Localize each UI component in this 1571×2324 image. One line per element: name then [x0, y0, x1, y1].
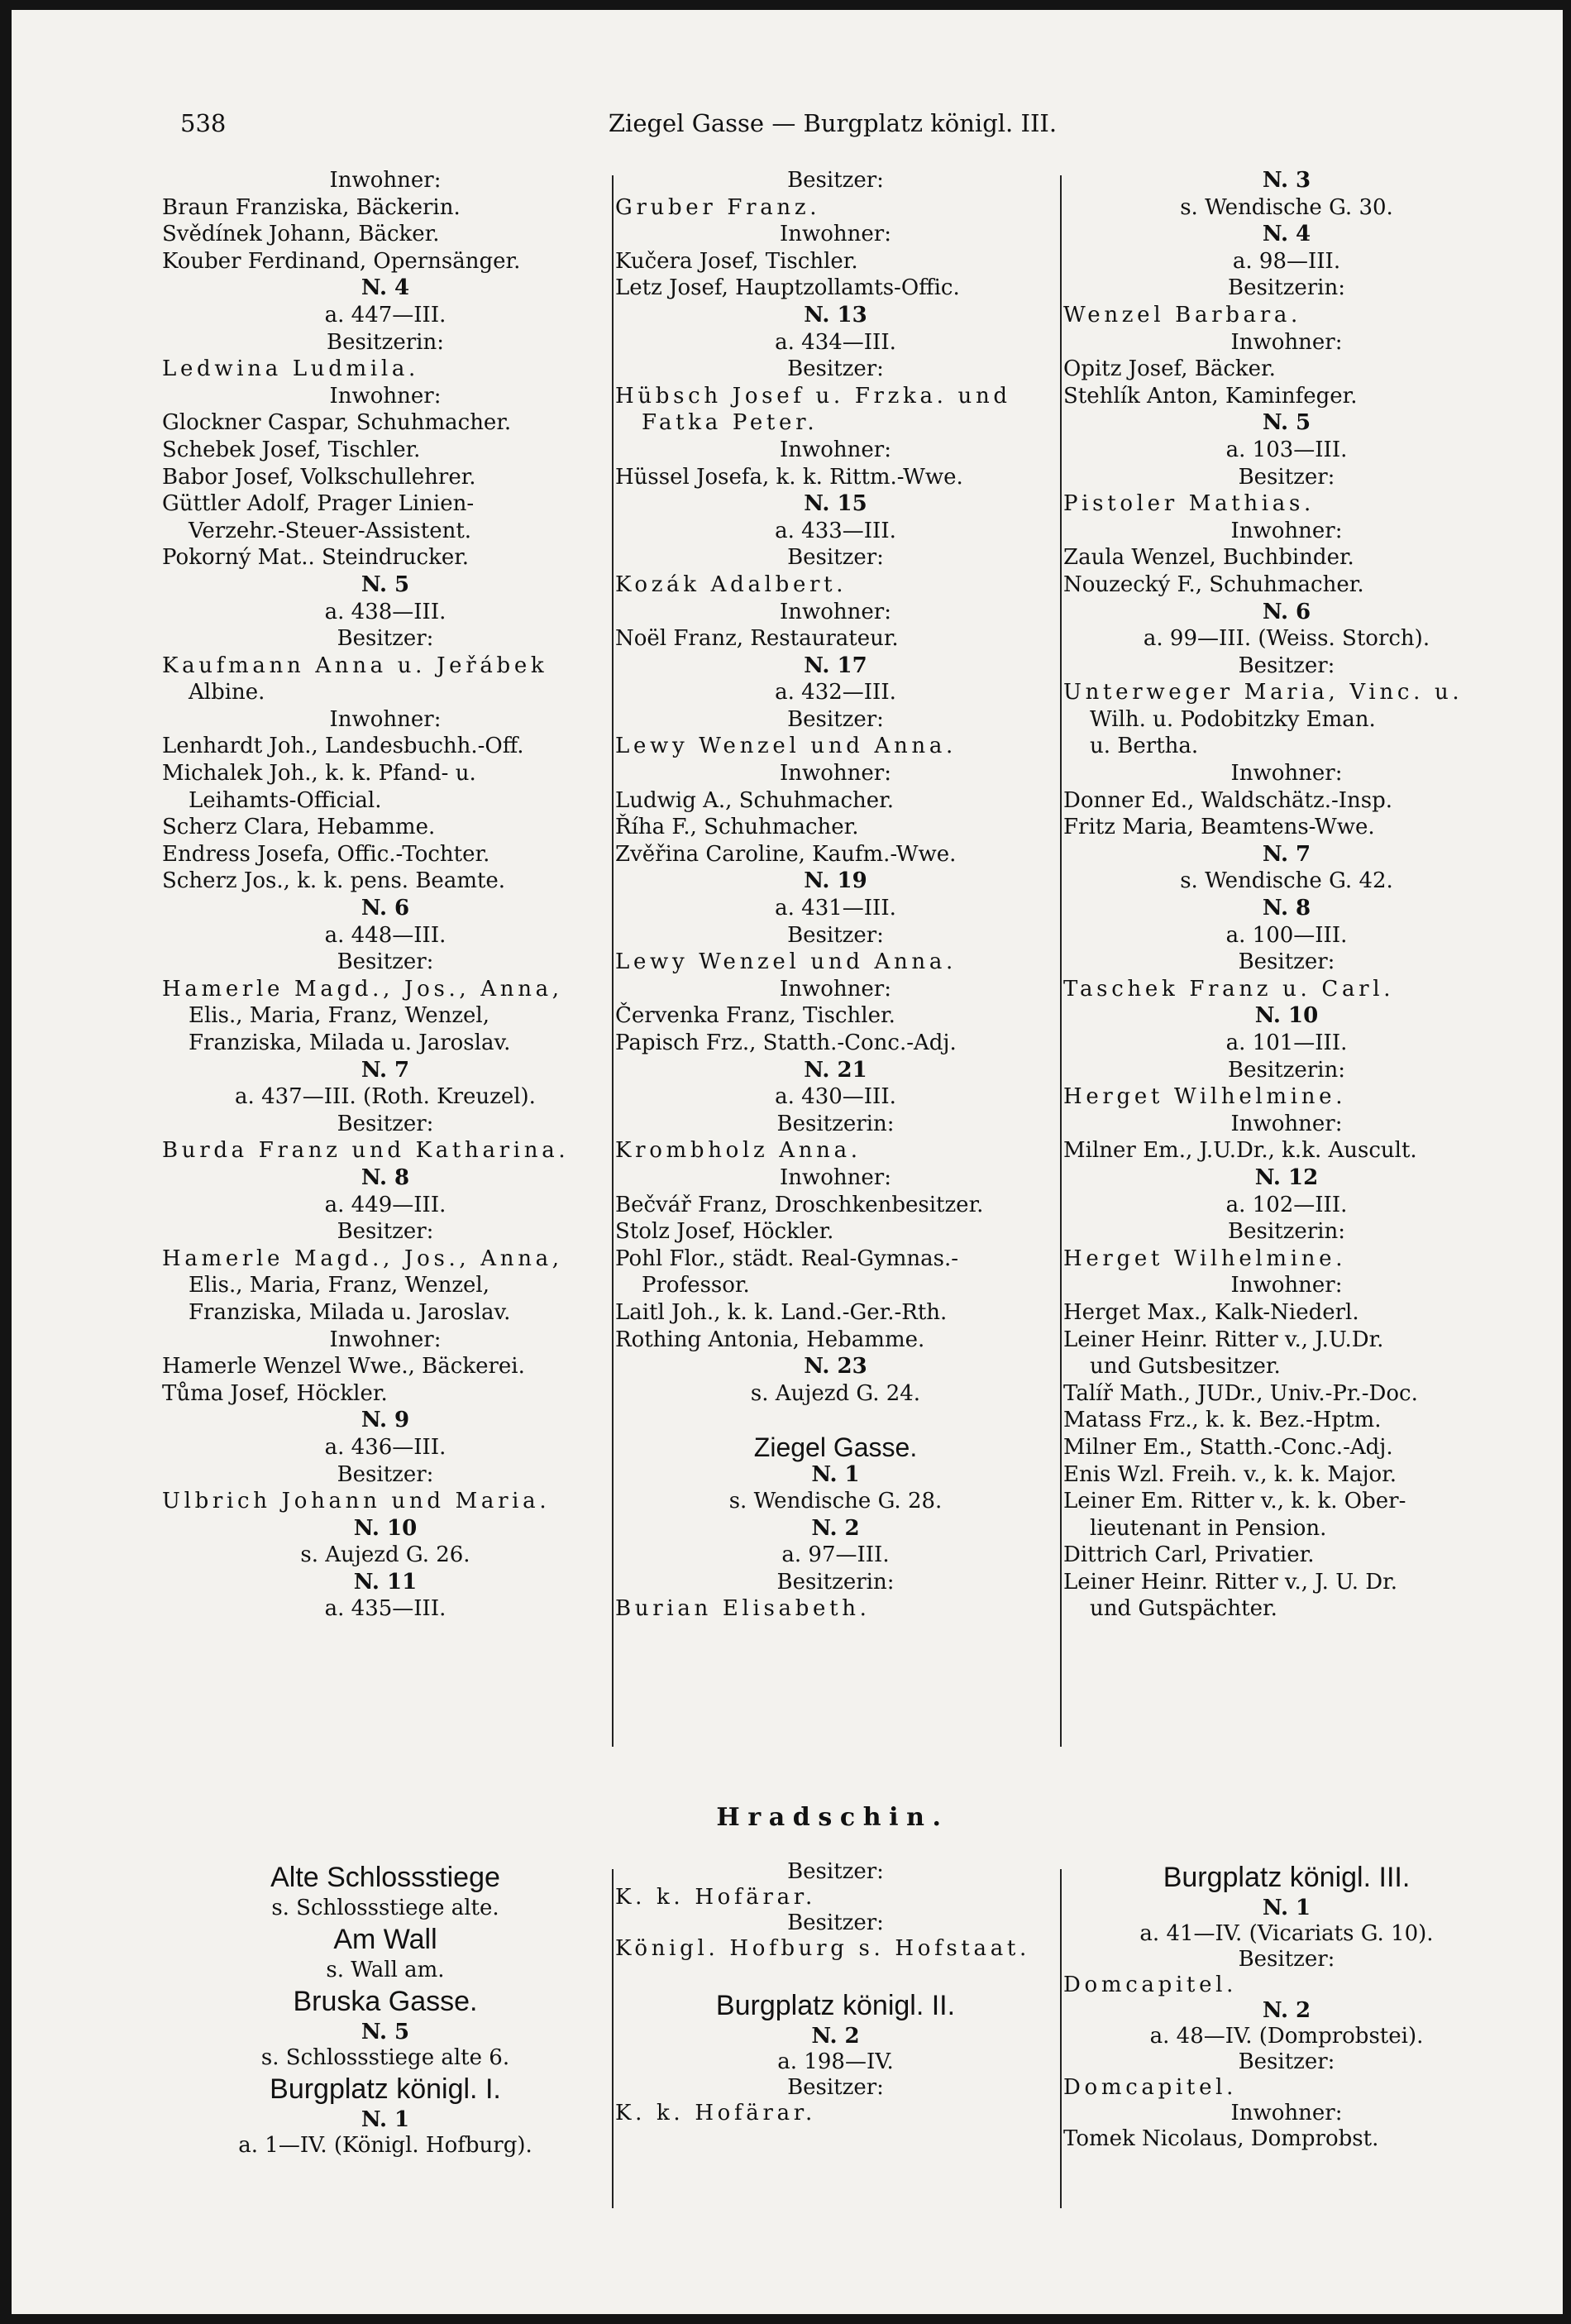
resident-entry: Pohl Flor., städt. Real-Gymnas.- [615, 1246, 959, 1271]
owner-name: Lewy Wenzel und Anna. [615, 949, 957, 975]
resident-entry: u. Bertha. [1090, 734, 1199, 759]
address-reference: a. 102—III. [1225, 1192, 1348, 1217]
resident-entry: lieutenant in Pension. [1090, 1515, 1327, 1541]
role-label: Besitzer: [1238, 653, 1335, 678]
house-number: N. 5 [361, 2020, 410, 2044]
house-number: N. 21 [804, 1057, 867, 1083]
address-reference: a. 437—III. (Roth. Kreuzel). [235, 1084, 536, 1110]
resident-entry: Říha F., Schuhmacher. [615, 815, 859, 840]
role-label: Besitzer: [787, 2075, 884, 2100]
house-number: N. 1 [1262, 1896, 1311, 1920]
address-reference: a. 449—III. [324, 1192, 446, 1217]
owner-name: Herget Wilhelmine. [1063, 1246, 1347, 1271]
owner-name: Hamerle Magd., Jos., Anna, [162, 976, 563, 1002]
owner-name: Krombholz Anna. [615, 1138, 862, 1164]
house-number: N. 1 [811, 1461, 860, 1487]
house-number: N. 6 [361, 896, 410, 921]
owner-name: Gruber Franz. [615, 194, 821, 220]
lower-column-2 [615, 1859, 1056, 2126]
owner-name: Hamerle Magd., Jos., Anna, [162, 1246, 563, 1271]
resident-entry: Ludwig A., Schuhmacher. [615, 787, 894, 813]
role-label: Besitzerin: [776, 1569, 895, 1595]
resident-entry: Güttler Adolf, Prager Linien- [162, 491, 475, 517]
address-reference: s. Aujezd G. 24. [750, 1380, 921, 1406]
address-reference: a. 432—III. [775, 680, 896, 705]
resident-entry: Tůma Josef, Höckler. [162, 1380, 388, 1406]
house-number: N. 6 [1262, 599, 1311, 624]
address-reference: s. Wendische G. 30. [1180, 194, 1393, 220]
role-label: Besitzer: [787, 922, 884, 948]
owner-name: Domcapitel. [1063, 2075, 1238, 2100]
address-reference: a. 436—III. [324, 1434, 446, 1460]
resident-entry: Kučera Josef, Tischler. [615, 248, 858, 274]
resident-entry: Franziska, Milada u. Jaroslav. [189, 1299, 511, 1325]
resident-entry: Leiner Em. Ritter v., k. k. Ober- [1063, 1489, 1406, 1514]
address-reference: s. Wendische G. 28. [728, 1489, 943, 1514]
resident-entry: Milner Em., J.U.Dr., k.k. Auscult. [1063, 1138, 1417, 1164]
house-number: N. 23 [804, 1354, 867, 1380]
resident-entry: Bečvář Franz, Droschkenbesitzer. [615, 1192, 984, 1217]
owner-name: Burian Elisabeth. [615, 1596, 871, 1622]
address-reference: s. Wendische G. 42. [1180, 868, 1393, 894]
owner-name: Ledwina Ludmila. [162, 356, 419, 382]
address-reference: a. 41—IV. (Vicariats G. 10). [1139, 1921, 1434, 1946]
role-label: Besitzer: [337, 949, 434, 975]
street-heading: Burgplatz königl. I. [270, 2073, 501, 2105]
resident-entry: Opitz Josef, Bäcker. [1063, 356, 1276, 382]
house-number: N. 19 [804, 868, 867, 894]
owner-name: K. k. Hofärar. [615, 2101, 816, 2126]
resident-entry: Dittrich Carl, Privatier. [1063, 1542, 1315, 1568]
resident-entry: Glockner Caspar, Schuhmacher. [162, 410, 512, 436]
role-label: Inwohner: [329, 168, 442, 193]
role-label: Besitzerin: [776, 1111, 895, 1136]
street-heading: Bruska Gasse. [293, 1986, 478, 2017]
address-reference: a. 48—IV. (Domprobstei). [1149, 2024, 1424, 2049]
address-reference: a. 97—III. [781, 1542, 890, 1568]
owner-name: Herget Wilhelmine. [1063, 1084, 1347, 1110]
resident-entry: Leiner Heinr. Ritter v., J.U.Dr. [1063, 1327, 1384, 1352]
address-reference: a. 435—III. [324, 1596, 446, 1622]
resident-entry: Wilh. u. Podobitzky Eman. [1090, 706, 1376, 732]
address-reference: s. Aujezd G. 26. [300, 1542, 470, 1568]
resident-entry: Hüssel Josefa, k. k. Rittm.-Wwe. [615, 464, 963, 490]
role-label: Besitzer: [787, 706, 884, 732]
role-label: Besitzer: [787, 1859, 884, 1884]
owner-name: Wenzel Barbara. [1063, 302, 1301, 328]
page-number: 538 [180, 109, 227, 137]
role-label: Inwohner: [780, 1164, 891, 1190]
column-3 [1063, 167, 1510, 1623]
role-label: Inwohner: [1230, 329, 1343, 355]
role-label: Inwohner: [780, 437, 891, 462]
lower-column-rule-1 [612, 1869, 614, 2208]
role-label: Besitzer: [1238, 1947, 1335, 1972]
house-number: N. 1 [361, 2107, 410, 2132]
role-label: Inwohner: [1230, 761, 1343, 787]
resident-entry: Elis., Maria, Franz, Wenzel, [189, 1273, 489, 1298]
street-heading: Burgplatz königl. II. [715, 1990, 956, 2021]
address-reference: a. 100—III. [1225, 922, 1348, 948]
address-reference: a. 1—IV. (Königl. Hofburg). [238, 2133, 532, 2158]
resident-entry: Červenka Franz, Tischler. [615, 1003, 895, 1029]
lower-column-1 [162, 1859, 609, 2159]
resident-entry: Noël Franz, Restaurateur. [615, 626, 899, 652]
role-label: Besitzerin: [1228, 275, 1345, 301]
house-number: N. 5 [361, 571, 410, 597]
house-number: N. 8 [361, 1164, 410, 1190]
resident-entry: Stehlík Anton, Kaminfeger. [1063, 383, 1358, 409]
resident-entry: Stolz Josef, Höckler. [615, 1219, 834, 1245]
owner-name: Domcapitel. [1063, 1973, 1238, 1997]
owner-name: Burda Franz und Katharina. [162, 1138, 570, 1164]
role-label: Besitzer: [337, 626, 434, 652]
resident-entry: Scherz Clara, Hebamme. [162, 815, 436, 840]
scanned-page [12, 10, 1563, 2314]
lower-column-3 [1063, 1859, 1510, 2152]
section-title-hradschin: Hradschin. [716, 1803, 949, 1832]
address-reference: s. Schlossstiege alte. [271, 1896, 499, 1920]
resident-entry: und Gutspächter. [1090, 1596, 1277, 1622]
address-reference: a. 98—III. [1232, 248, 1341, 274]
house-number: N. 11 [353, 1569, 418, 1595]
resident-entry: Babor Josef, Volkschullehrer. [162, 464, 476, 490]
address-reference: a. 198—IV. [777, 2049, 894, 2074]
spacer [615, 1962, 1056, 1987]
role-label: Inwohner: [1230, 1111, 1343, 1136]
resident-entry: Michalek Joh., k. k. Pfand- u. [162, 761, 476, 787]
resident-entry: Franziska, Milada u. Jaroslav. [189, 1030, 511, 1055]
role-label: Besitzer: [787, 1910, 884, 1935]
address-reference: s. Wall am. [326, 1958, 445, 1982]
address-reference: a. 438—III. [324, 599, 446, 624]
house-number: N. 10 [1254, 1003, 1319, 1029]
lower-column-rule-2 [1060, 1869, 1062, 2208]
house-number: N. 9 [361, 1408, 410, 1433]
column-1 [162, 167, 609, 1623]
house-number: N. 12 [1254, 1164, 1319, 1190]
resident-entry: Letz Josef, Hauptzollamts-Offic. [615, 275, 960, 301]
owner-name: Königl. Hofburg s. Hofstaat. [615, 1936, 1030, 1961]
resident-entry: Fritz Maria, Beamtens-Wwe. [1063, 815, 1375, 840]
role-label: Inwohner: [780, 976, 891, 1002]
owner-name: Unterweger Maria, Vinc. u. [1063, 680, 1464, 705]
role-label: Inwohner: [1230, 1273, 1343, 1298]
resident-entry: Albine. [189, 680, 265, 705]
role-label: Inwohner: [329, 383, 442, 409]
house-number: N. 2 [1262, 1998, 1311, 2023]
house-number: N. 2 [811, 1515, 860, 1541]
resident-entry: Nouzecký F., Schuhmacher. [1063, 571, 1364, 597]
address-reference: a. 101—III. [1225, 1030, 1348, 1055]
house-number: N. 5 [1262, 410, 1311, 436]
role-label: Besitzerin: [1228, 1057, 1345, 1083]
address-reference: a. 431—III. [775, 896, 896, 921]
house-number: N. 4 [361, 275, 410, 301]
resident-entry: Enis Wzl. Freih. v., k. k. Major. [1063, 1461, 1397, 1487]
address-reference: a. 103—III. [1225, 437, 1348, 462]
owner-name: Pistoler Mathias. [1063, 491, 1315, 517]
house-number: N. 15 [804, 491, 867, 517]
house-number: N. 7 [1262, 841, 1311, 867]
owner-name: Kaufmann Anna u. Jeřábek [162, 653, 548, 678]
resident-entry: Matass Frz., k. k. Bez.-Hptm. [1063, 1408, 1382, 1433]
house-number: N. 8 [1262, 896, 1311, 921]
address-reference: s. Schlossstiege alte 6. [260, 2045, 510, 2070]
house-number: N. 10 [353, 1515, 418, 1541]
role-label: Besitzer: [787, 545, 884, 571]
resident-entry: Milner Em., Statth.-Conc.-Adj. [1063, 1434, 1393, 1460]
street-heading: Ziegel Gasse. [753, 1432, 918, 1462]
resident-entry: Zvěřina Caroline, Kaufm.-Wwe. [615, 841, 957, 867]
owner-name: Taschek Franz u. Carl. [1063, 976, 1395, 1002]
role-label: Inwohner: [1230, 2101, 1343, 2126]
street-heading: Am Wall [333, 1924, 437, 1955]
owner-name: Ulbrich Johann und Maria. [162, 1489, 551, 1514]
role-label: Inwohner: [780, 222, 891, 247]
resident-entry: Pokorný Mat.. Steindrucker. [162, 545, 470, 571]
running-title: Ziegel Gasse — Burgplatz königl. III. [608, 109, 1058, 137]
address-reference: a. 433—III. [775, 518, 896, 543]
role-label: Inwohner: [780, 761, 891, 787]
address-reference: a. 430—III. [775, 1084, 896, 1110]
role-label: Besitzer: [1238, 2049, 1335, 2074]
role-label: Besitzer: [337, 1111, 434, 1136]
street-heading: Alte Schlossstiege [270, 1862, 500, 1893]
house-number: N. 2 [811, 2024, 860, 2049]
address-reference: a. 434—III. [775, 329, 896, 355]
resident-entry: Professor. [642, 1273, 750, 1298]
house-number: N. 17 [804, 653, 867, 678]
owner-name: Fatka Peter. [642, 410, 819, 436]
resident-entry: und Gutsbesitzer. [1090, 1354, 1281, 1380]
spacer [615, 1407, 1056, 1434]
role-label: Inwohner: [780, 599, 891, 624]
role-label: Besitzer: [1238, 949, 1335, 975]
role-label: Inwohner: [1230, 518, 1343, 543]
resident-entry: Leiner Heinr. Ritter v., J. U. Dr. [1063, 1569, 1397, 1595]
resident-entry: Scherz Jos., k. k. pens. Beamte. [162, 868, 506, 894]
resident-entry: Papisch Frz., Statth.-Conc.-Adj. [615, 1030, 957, 1055]
resident-entry: Talíř Math., JUDr., Univ.-Pr.-Doc. [1063, 1380, 1418, 1406]
address-reference: a. 447—III. [324, 302, 446, 328]
address-reference: a. 99—III. (Weiss. Storch). [1143, 626, 1430, 652]
role-label: Besitzerin: [327, 329, 444, 355]
resident-entry: Kouber Ferdinand, Opernsänger. [162, 248, 521, 274]
resident-entry: Tomek Nicolaus, Domprobst. [1063, 2126, 1379, 2151]
resident-entry: Verzehr.-Steuer-Assistent. [189, 518, 472, 543]
role-label: Besitzer: [787, 168, 884, 193]
role-label: Inwohner: [329, 1327, 442, 1352]
owner-name: Hübsch Josef u. Frzka. und [615, 383, 1011, 409]
role-label: Besitzer: [787, 356, 884, 382]
owner-name: Kozák Adalbert. [615, 571, 848, 597]
role-label: Inwohner: [329, 706, 442, 732]
address-reference: a. 448—III. [324, 922, 446, 948]
resident-entry: Endress Josefa, Offic.-Tochter. [162, 841, 490, 867]
house-number: N. 4 [1262, 222, 1311, 247]
resident-entry: Schebek Josef, Tischler. [162, 437, 421, 462]
resident-entry: Herget Max., Kalk-Niederl. [1063, 1299, 1359, 1325]
owner-name: K. k. Hofärar. [615, 1885, 816, 1910]
house-number: N. 7 [361, 1057, 410, 1083]
role-label: Besitzerin: [1228, 1219, 1345, 1245]
role-label: Besitzer: [337, 1461, 434, 1487]
column-rule-2 [1060, 175, 1062, 1747]
owner-name: Lewy Wenzel und Anna. [615, 734, 957, 759]
street-heading: Burgplatz königl. III. [1163, 1862, 1411, 1893]
resident-entry: Leihamts-Official. [189, 787, 382, 813]
role-label: Besitzer: [337, 1219, 434, 1245]
resident-entry: Hamerle Wenzel Wwe., Bäckerei. [162, 1354, 525, 1380]
resident-entry: Donner Ed., Waldschätz.-Insp. [1063, 787, 1393, 813]
column-2 [615, 167, 1056, 1623]
resident-entry: Elis., Maria, Franz, Wenzel, [189, 1003, 489, 1029]
resident-entry: Rothing Antonia, Hebamme. [615, 1327, 925, 1352]
resident-entry: Lenhardt Joh., Landesbuchh.-Off. [162, 734, 524, 759]
resident-entry: Braun Franziska, Bäckerin. [162, 194, 461, 220]
resident-entry: Laitl Joh., k. k. Land.-Ger.-Rth. [615, 1299, 948, 1325]
resident-entry: Zaula Wenzel, Buchbinder. [1063, 545, 1354, 571]
resident-entry: Svědínek Johann, Bäcker. [162, 222, 440, 247]
page-header [167, 103, 1498, 144]
house-number: N. 3 [1262, 168, 1311, 193]
house-number: N. 13 [804, 302, 867, 328]
role-label: Besitzer: [1238, 464, 1335, 490]
column-rule-1 [612, 175, 614, 1747]
